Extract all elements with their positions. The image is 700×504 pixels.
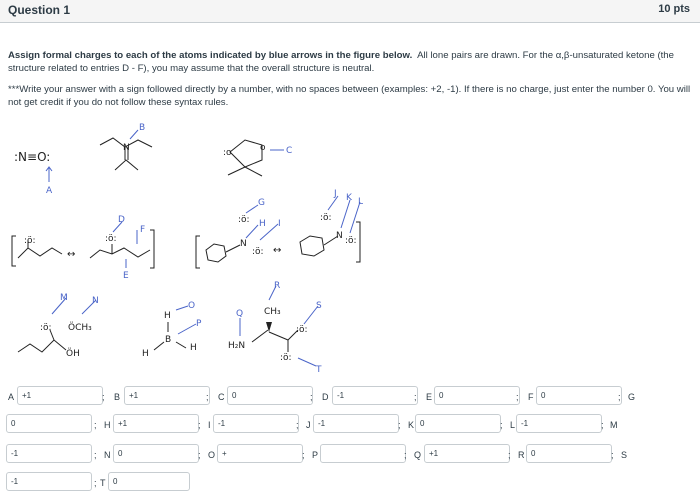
- answer-input-J[interactable]: [313, 414, 399, 433]
- benzene-ring-2: [300, 236, 324, 256]
- svg-text::ö:: :ö:: [345, 236, 357, 246]
- question-title: Question 1: [8, 3, 71, 17]
- answer-sep: ;: [414, 392, 417, 402]
- label-J: J: [334, 189, 337, 199]
- answer-sep: ;: [508, 450, 511, 460]
- h2n-group: H₂N: [228, 341, 246, 351]
- answer-input-E[interactable]: [434, 386, 520, 405]
- svg-text:N: N: [336, 231, 343, 241]
- answer-input-N[interactable]: [113, 444, 199, 463]
- question-text: [8, 49, 692, 117]
- answer-sep: ;: [198, 450, 201, 460]
- answer-label-S: S: [621, 450, 628, 460]
- answer-sep: ;: [500, 420, 503, 430]
- label-A: A: [46, 186, 53, 196]
- answer-label-R: R: [518, 450, 525, 460]
- svg-text::ö:: :ö:: [105, 234, 117, 244]
- h-atom-left: H: [142, 349, 149, 359]
- answer-sep: ;: [310, 392, 313, 402]
- answer-label-M: M: [610, 420, 618, 430]
- svg-text:↔: ↔: [273, 245, 282, 256]
- arrow-H: [246, 225, 258, 238]
- ester-skeleton: [18, 340, 66, 352]
- answer-input-R[interactable]: [526, 444, 612, 463]
- label-O: O: [188, 301, 196, 311]
- label-E: E: [123, 271, 129, 281]
- answer-label-L: L: [510, 420, 516, 430]
- bracket-right-2: [356, 222, 360, 262]
- answer-sep: ;: [296, 420, 299, 430]
- question-intro: [8, 49, 692, 75]
- arrow-T: [298, 358, 316, 366]
- label-T: T: [316, 365, 322, 375]
- answer-sep: ;: [302, 450, 305, 460]
- svg-text::ö:: :ö:: [40, 323, 52, 333]
- label-N: N: [92, 296, 99, 306]
- svg-text::ö:: :ö:: [280, 353, 292, 363]
- svg-text::ö:: :ö:: [296, 325, 308, 335]
- svg-text:↔: ↔: [67, 249, 76, 260]
- label-Q: Q: [236, 309, 244, 319]
- answer-sep: ;: [94, 450, 97, 460]
- svg-text:o: o: [260, 143, 266, 153]
- label-K: K: [346, 193, 352, 203]
- answer-input-F[interactable]: [536, 386, 622, 405]
- answer-sep: ;: [94, 420, 97, 430]
- answer-label-T: T: [100, 478, 106, 488]
- answer-input-B[interactable]: [124, 386, 210, 405]
- label-D: D: [118, 215, 125, 225]
- answer-label-H: H: [104, 420, 111, 430]
- label-B: B: [139, 123, 146, 133]
- answer-label-O: O: [208, 450, 216, 460]
- answer-sep: ;: [94, 478, 97, 488]
- answer-input-L[interactable]: [516, 414, 602, 433]
- answer-input-C[interactable]: [227, 386, 313, 405]
- answer-label-F: F: [528, 392, 534, 402]
- answer-label-C: C: [218, 392, 225, 402]
- answer-input-O[interactable]: [217, 444, 303, 463]
- answer-input-T[interactable]: [108, 472, 190, 491]
- h-atom-top: H: [164, 311, 171, 321]
- label-F: F: [140, 225, 146, 235]
- answer-label-K: K: [408, 420, 415, 430]
- answer-sep: ;: [398, 420, 401, 430]
- arrow-K: [341, 200, 350, 228]
- ch3-group: CH₃: [264, 307, 281, 317]
- n-atom: N: [123, 143, 130, 153]
- answer-label-D: D: [322, 392, 329, 402]
- label-L: L: [358, 197, 364, 207]
- answer-sep: ;: [601, 420, 604, 430]
- bracket-left-2: [196, 236, 200, 268]
- answer-sep: ;: [611, 450, 614, 460]
- answer-sep: ;: [516, 392, 519, 402]
- answer-input-K[interactable]: [415, 414, 501, 433]
- answer-sep: ;: [198, 420, 201, 430]
- chemistry-figure: [0, 115, 700, 385]
- answer-input-S[interactable]: [6, 472, 92, 491]
- svg-text:N: N: [240, 239, 247, 249]
- svg-text::o: :o: [223, 148, 232, 158]
- answer-input-H[interactable]: [113, 414, 199, 433]
- oh-group: ÖH: [66, 349, 80, 359]
- answer-sep: ;: [102, 392, 105, 402]
- bracket-right-1: [150, 230, 154, 268]
- answer-sep: ;: [618, 392, 621, 402]
- answer-input-I[interactable]: [213, 414, 299, 433]
- bracket-left-1: [12, 236, 16, 266]
- answer-input-Q[interactable]: [424, 444, 510, 463]
- svg-text::ö:: :ö:: [24, 236, 36, 246]
- question-bold-intro: Assign formal charges to each of the atoms indicated by blue arrows in the figure below.: [8, 50, 413, 61]
- answer-sep: ;: [206, 392, 209, 402]
- answer-label-I: I: [208, 420, 211, 430]
- arrow-P: [178, 324, 196, 334]
- answer-label-J: J: [306, 420, 311, 430]
- answer-input-A[interactable]: [17, 386, 103, 405]
- answer-input-G[interactable]: [6, 414, 92, 433]
- svg-text::ö:: :ö:: [320, 213, 332, 223]
- label-C: C: [286, 146, 293, 156]
- label-G: G: [258, 198, 265, 208]
- svg-text::ö:: :ö:: [238, 215, 250, 225]
- boron-atom: B: [165, 335, 172, 345]
- och3-group: ÖCH₃: [68, 323, 92, 333]
- question-header: [0, 0, 700, 23]
- arrow-O: [176, 306, 188, 310]
- svg-text::ö:: :ö:: [252, 247, 264, 257]
- benzene-ring-1: [206, 244, 226, 262]
- answer-label-E: E: [426, 392, 433, 402]
- label-S: S: [316, 301, 322, 311]
- question-intro-rest: All lone pairs are drawn. For the α,β-unsaturated ketone (the structure related to entries D - F), you may assume that the overall structure is neutral.: [8, 50, 674, 74]
- answer-input-P[interactable]: [320, 444, 406, 463]
- label-R: R: [274, 281, 281, 291]
- label-P: P: [196, 319, 202, 329]
- arrow-G: [246, 205, 258, 213]
- answer-label-B: B: [114, 392, 121, 402]
- question-points: 10 pts: [658, 3, 690, 15]
- label-M: M: [60, 293, 68, 303]
- nitrosonium-structure: :N≡O:: [14, 150, 51, 164]
- answer-label-A: A: [8, 392, 15, 402]
- label-I: I: [278, 219, 281, 229]
- answer-sep: ;: [404, 450, 407, 460]
- question-instructions: ***Write your answer with a sign followed directly by a number, with no spaces between (examples: +2, -1). If there is no charge, just enter the number 0. You will not get credit if you do not follow these syntax rules.: [8, 84, 691, 108]
- answer-label-P: P: [312, 450, 319, 460]
- answer-label-N: N: [104, 450, 111, 460]
- h-atom-right: H: [190, 343, 197, 353]
- answer-label-G: G: [628, 392, 636, 402]
- answer-input-M[interactable]: [6, 444, 92, 463]
- answer-label-Q: Q: [414, 450, 422, 460]
- label-H: H: [259, 219, 266, 229]
- answer-input-D[interactable]: [332, 386, 418, 405]
- dioxolane-ring: [230, 140, 262, 167]
- arrow-B: [130, 130, 138, 139]
